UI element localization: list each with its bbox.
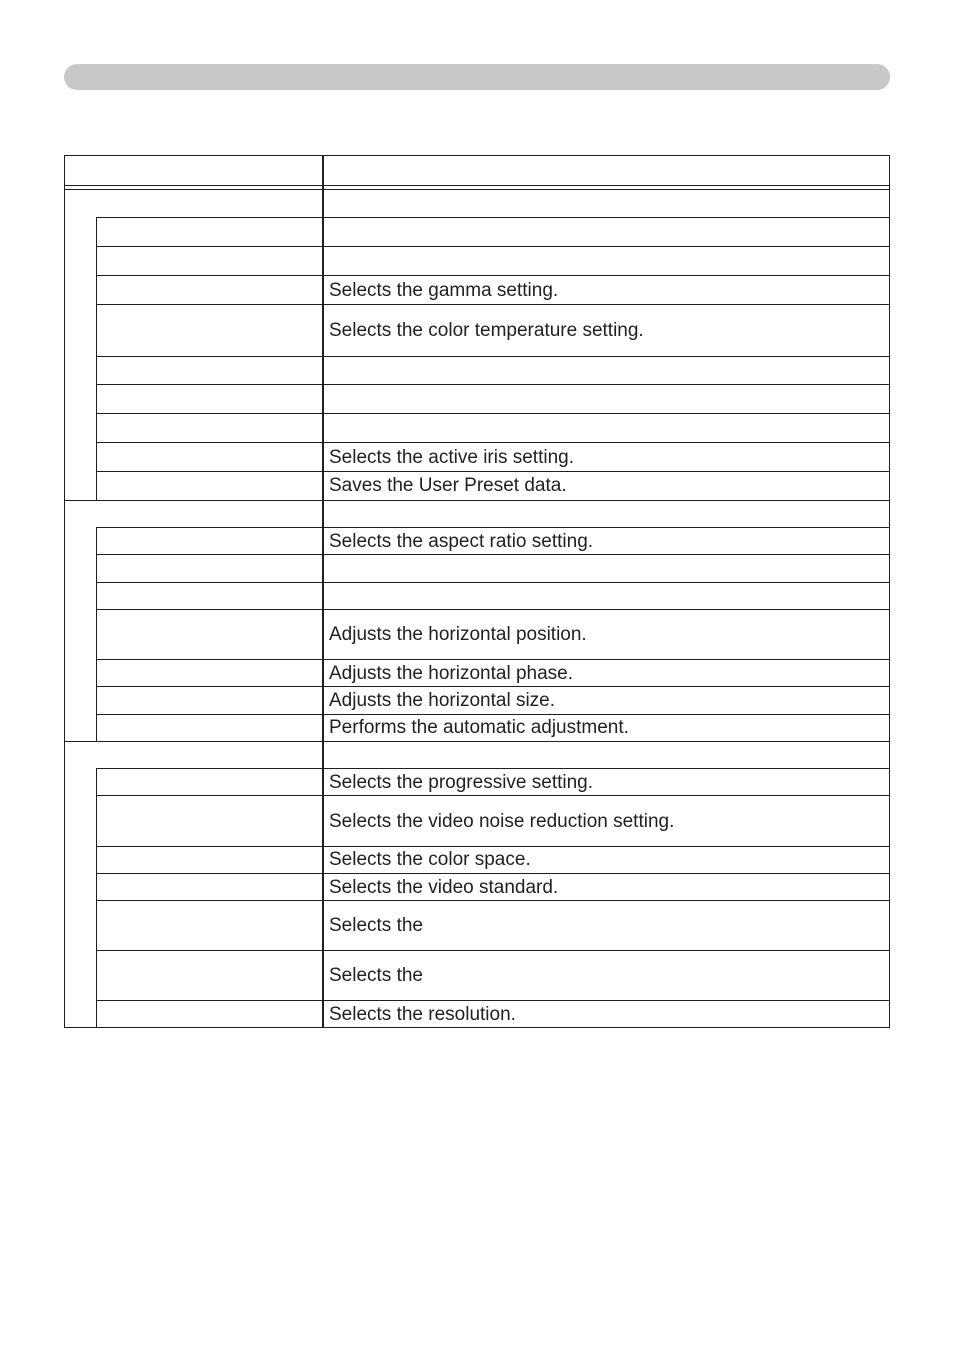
row-rule xyxy=(96,714,890,715)
row-rule xyxy=(96,900,890,901)
desc-video-nr: Selects the video noise reduction setting. xyxy=(329,811,675,832)
row-rule xyxy=(96,1000,890,1001)
desc-gamma: Selects the gamma setting. xyxy=(329,280,559,301)
row-rule xyxy=(96,275,890,276)
desc-active-iris: Selects the active iris setting. xyxy=(329,447,574,468)
desc-h-phase: Adjusts the horizontal phase. xyxy=(329,663,573,684)
row-rule xyxy=(96,659,890,660)
row-rule xyxy=(96,554,890,555)
row-rule xyxy=(96,527,890,528)
desc-progressive: Selects the progressive setting. xyxy=(329,772,594,793)
row-rule xyxy=(96,846,890,847)
row-rule xyxy=(96,442,890,443)
desc-h-position: Adjusts the horizontal position. xyxy=(329,624,587,645)
row-rule xyxy=(96,686,890,687)
row-rule xyxy=(96,217,890,218)
row-rule xyxy=(96,384,890,385)
indent-divider-2 xyxy=(96,527,97,741)
desc-video-standard: Selects the video standard. xyxy=(329,877,559,898)
section-header-bar xyxy=(64,64,890,90)
desc-auto-adjust: Performs the automatic adjustment. xyxy=(329,717,629,738)
desc-selects-b: Selects the xyxy=(329,965,423,986)
desc-aspect: Selects the aspect ratio setting. xyxy=(329,531,594,552)
row-rule xyxy=(96,413,890,414)
group-rule xyxy=(64,500,890,501)
desc-h-size: Adjusts the horizontal size. xyxy=(329,690,556,711)
header-rule-bottom xyxy=(64,189,890,190)
row-rule xyxy=(96,356,890,357)
column-divider-main xyxy=(322,155,324,1028)
desc-color-temperature: Selects the color temperature setting. xyxy=(329,320,644,341)
row-rule xyxy=(96,768,890,769)
row-rule xyxy=(96,950,890,951)
row-rule xyxy=(96,582,890,583)
group-rule xyxy=(64,741,890,742)
row-rule xyxy=(96,873,890,874)
row-rule xyxy=(96,795,890,796)
row-rule xyxy=(96,304,890,305)
header-rule-top xyxy=(64,185,890,186)
row-rule xyxy=(96,471,890,472)
desc-selects-a: Selects the xyxy=(329,915,423,936)
desc-resolution: Selects the resolution. xyxy=(329,1004,516,1025)
row-rule xyxy=(96,246,890,247)
desc-user-preset: Saves the User Preset data. xyxy=(329,475,567,496)
row-rule xyxy=(96,609,890,610)
indent-divider-1 xyxy=(96,217,97,500)
desc-color-space: Selects the color space. xyxy=(329,849,531,870)
indent-divider-3 xyxy=(96,768,97,1028)
